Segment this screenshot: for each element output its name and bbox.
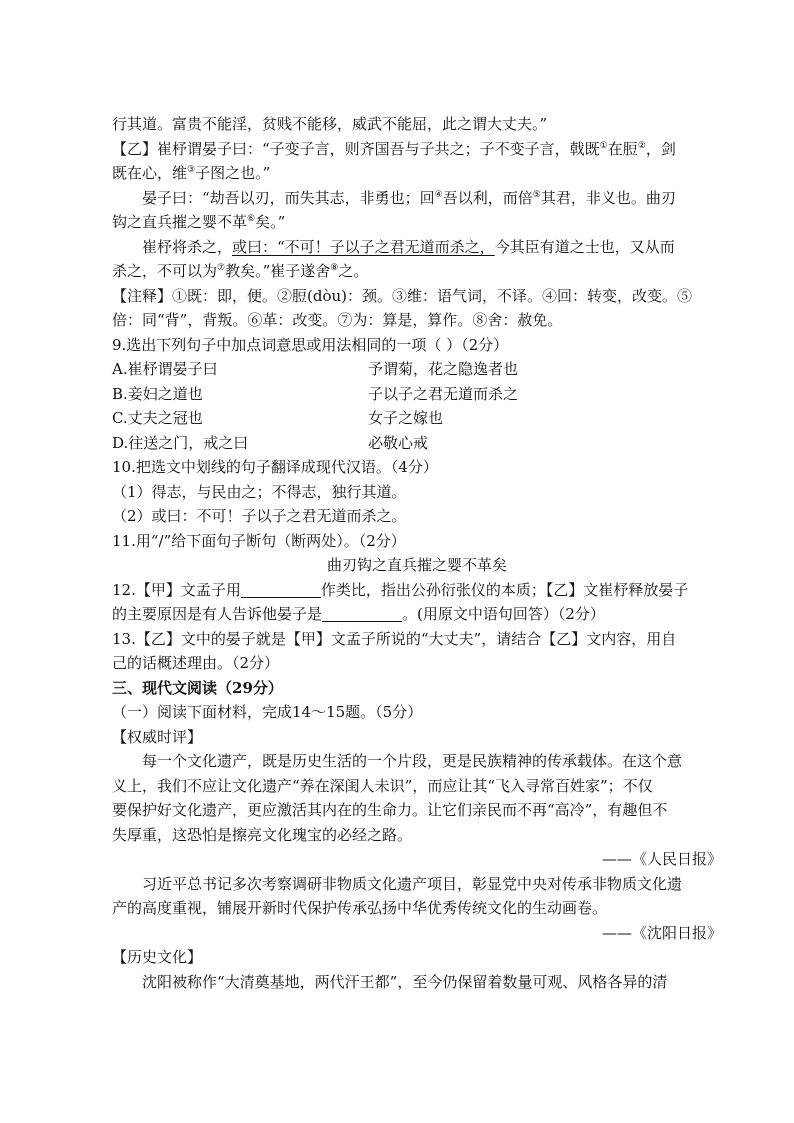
text: 子图之也。”: [195, 164, 271, 182]
text: 10.把选文中划线的句子翻译成现代汉语。（4分）: [112, 458, 438, 476]
underlined-sentence: 或曰：“不可！子以子之君无道而杀之，: [232, 237, 495, 256]
text: 行其道。富贵不能淫，贫贱不能移，威武不能屈，此之谓大丈夫。”: [112, 115, 548, 133]
text-line: [112, 186, 722, 211]
annotation-line: [112, 308, 722, 333]
text: 在脰: [607, 139, 638, 158]
footnote-marker: ②: [637, 140, 646, 151]
text: 每一个文化遗产，既是历史生活的一个片段，更是民族精神的传承载体。在这个意: [142, 752, 683, 770]
text: 的主要原因是有人告诉他晏子是: [112, 605, 323, 623]
text: 12.【甲】文孟子用: [112, 580, 241, 599]
text: 产的高度重视，铺展开新时代保护传承弘扬中华优秀传统文化的生动画卷。: [112, 899, 608, 917]
question-13-cont: [112, 651, 722, 676]
text: 。(用原文中语句回答）（2分）: [402, 605, 605, 623]
document-page: [112, 112, 722, 994]
text: （一）阅读下面材料，完成14～15题。（5分）: [112, 703, 423, 721]
text: 11.用“/”给下面句子断句（断两处）。（2分）: [112, 531, 406, 550]
text: 沈阳被称作“大清奠基地，两代汗王都”，至今仍保留着数量可观、风格各异的清: [142, 972, 668, 991]
text: 【权威时评】: [112, 727, 203, 746]
footnote-marker: ③: [187, 165, 196, 175]
paragraph-line: [112, 896, 722, 921]
text: （1）得志，与民由之；不得志，独行其道。: [112, 482, 407, 501]
option-b: 必敬心戒: [368, 433, 429, 452]
option-a: D.往送之门，戒之曰: [112, 433, 249, 452]
text: 【注释】①既：即，便。②脰(dòu)：颈。③维：语气词，不译。④回：转变，改变。⑤: [112, 286, 693, 305]
footnote-marker: ⑧: [330, 263, 339, 273]
section-heading: [112, 676, 722, 701]
answer-blank[interactable]: [241, 579, 321, 598]
source-citation: [112, 921, 722, 946]
text-line: [112, 161, 722, 186]
footnote-marker: ①: [599, 140, 608, 151]
footnote-marker: ⑥: [247, 214, 256, 224]
text: 要保护好文化遗产，更应激活其内在的生命力。让它们亲民而不再“高冷”，有趣但不: [112, 801, 668, 819]
footnote-marker: ⑤: [532, 189, 541, 200]
paragraph-line: [112, 970, 722, 995]
text: 己的话概述理由。（2分）: [112, 654, 280, 672]
annotation-line: [112, 284, 722, 309]
question-10: [112, 455, 722, 480]
text: 【乙】崔杼谓晏子曰：“子变子言，则齐国吾与子共之；子不变子言，戟既: [112, 139, 600, 158]
paragraph-line: [112, 749, 722, 774]
material-tag: [112, 945, 722, 970]
paragraph-line: [112, 872, 722, 897]
paragraph-line: [112, 774, 722, 799]
text: 【历史文化】: [112, 948, 203, 966]
text: 义上，我们不应让文化遗产“养在深闺人未识”，而应让其“飞入寻常百姓家”；不仅: [112, 776, 653, 795]
text: 曲刃钩之直兵摧之婴不革矣: [326, 556, 507, 574]
text: ——《沈阳日报》: [601, 923, 722, 942]
text: 习近平总书记多次考察调研非物质文化遗产项目，彰显党中央对传承非物质文化遗: [142, 874, 683, 893]
question-11-sentence: [112, 553, 722, 578]
text: 失厚重，这恐怕是擦亮文化瑰宝的必经之路。: [112, 825, 413, 844]
question-13: [112, 627, 722, 652]
text: 既在心，维: [112, 164, 188, 182]
option-row: [112, 431, 722, 456]
text: （2）或曰：不可！子以子之君无道而杀之。: [112, 507, 407, 525]
text-line: [112, 112, 722, 137]
question-10-part-1: [112, 480, 722, 505]
text: 其君，非义也。曲刃: [540, 188, 676, 207]
answer-blank[interactable]: [322, 603, 402, 622]
question-10-part-2: [112, 504, 722, 529]
text: ，剑: [645, 139, 676, 158]
text: 倍：同“背”，背叛。⑥革：改变。⑦为：算是，算作。⑧舍：赦免。: [112, 311, 563, 329]
text: 杀之，不可以为: [112, 262, 218, 280]
text: 教矣。”崔子遂舍: [225, 262, 331, 280]
text: ——《人民日报》: [601, 850, 722, 868]
text-line: [112, 137, 722, 162]
text: 13.【乙】文中的晏子就是【甲】文孟子所说的“大丈夫”，请结合【乙】文内容，用自: [112, 629, 677, 648]
source-citation: [112, 847, 722, 872]
text: 吾以利，而倍: [442, 188, 533, 207]
text: 9.选出下列句子中加点词意思或用法相同的一项（ ）（2分）: [112, 335, 509, 354]
option-b: 予谓菊，花之隐逸者也: [368, 360, 519, 378]
question-11: [112, 529, 722, 554]
question-9: [112, 333, 722, 358]
option-row: [112, 357, 722, 382]
option-a: B.妾妇之道也: [112, 384, 203, 403]
option-a: A.崔杼谓晏子曰: [112, 360, 218, 378]
option-b: 女子之嫁也: [368, 409, 444, 427]
text-line: [112, 259, 722, 284]
text: 矣。”: [255, 213, 286, 231]
option-row: [112, 382, 722, 407]
option-b: 子以子之君无道而杀之: [368, 384, 519, 403]
text: 钩之直兵摧之婴不革: [112, 213, 248, 231]
text: 今其臣有道之士也，又从而: [494, 237, 675, 256]
option-a: C.丈夫之冠也: [112, 409, 203, 427]
question-12: [112, 578, 722, 603]
material-tag: [112, 725, 722, 750]
option-row: [112, 406, 722, 431]
text-line: [112, 235, 722, 260]
text: 之。: [338, 262, 369, 280]
text-line: [112, 210, 722, 235]
text: 崔杼将杀之，: [142, 237, 233, 256]
text: 三、现代文阅读（29分）: [112, 678, 283, 697]
paragraph-line: [112, 823, 722, 848]
footnote-marker: ⑦: [217, 263, 226, 273]
text: 作类比，指出公孙衍张仪的本质；【乙】文崔杼释放晏子: [320, 580, 689, 599]
question-12-cont: [112, 602, 722, 627]
paragraph-line: [112, 798, 722, 823]
footnote-marker: ④: [434, 189, 443, 200]
subsection-heading: [112, 700, 722, 725]
text: 晏子曰：“劫吾以刃，而失其志，非勇也；回: [142, 188, 435, 207]
